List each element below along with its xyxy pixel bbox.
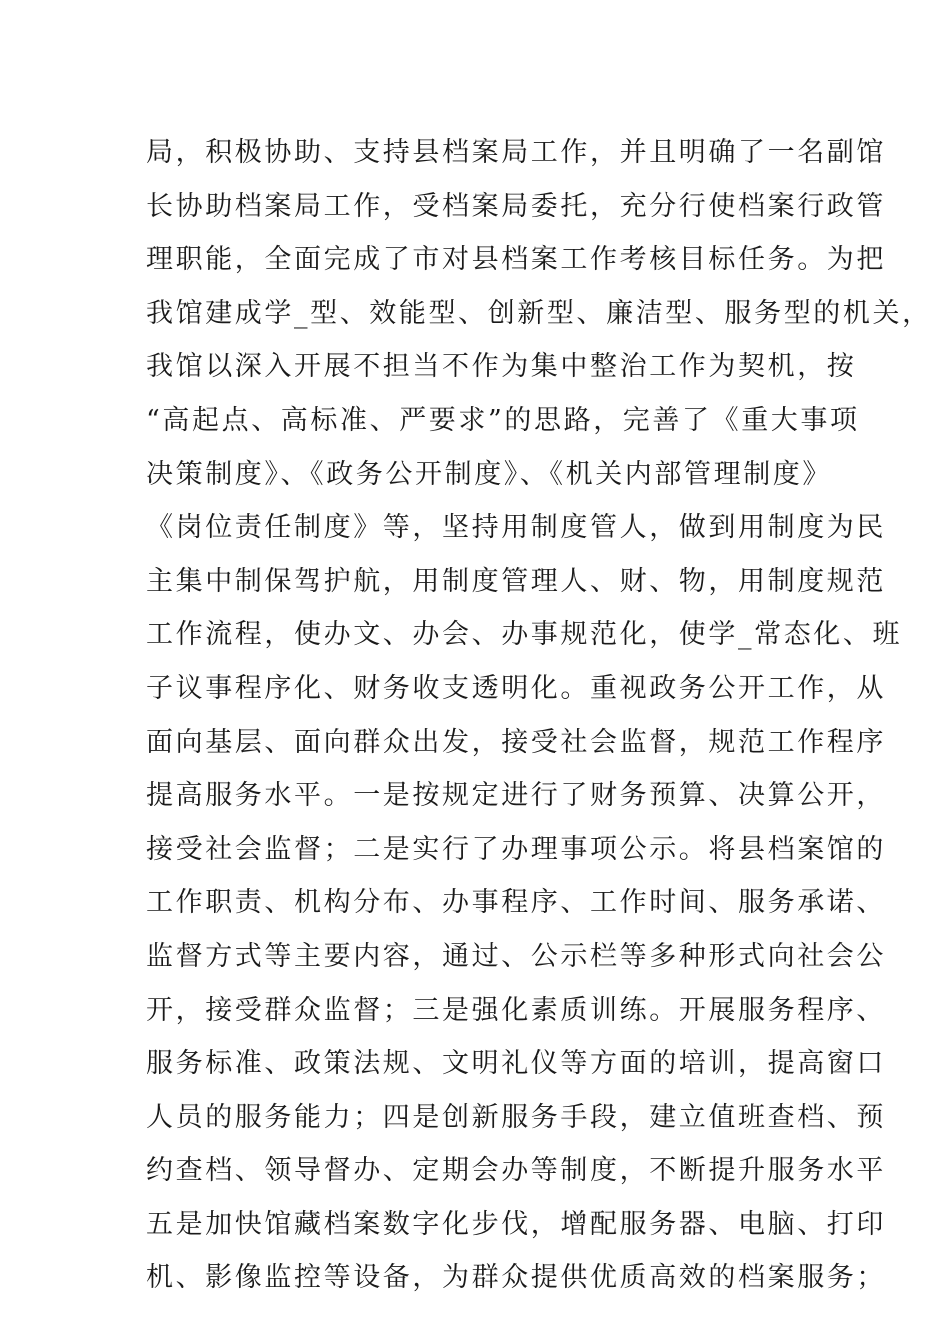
text-line: 局，积极协助、支持县档案局工作，并且明确了一名副馆 bbox=[146, 137, 886, 168]
text-line: 工作职责、机构分布、办事程序、工作时间、服务承诺、 bbox=[146, 887, 886, 919]
text-line: 主集中制保驾护航，用制度管理人、财、物，用制度规范 bbox=[146, 565, 886, 597]
text-line: 理职能，全面完成了市对县档案工作考核目标任务。为把 bbox=[146, 244, 886, 276]
text-line: 服务标准、政策法规、文明礼仪等方面的培训，提高窗口 bbox=[146, 1048, 886, 1080]
text-line: 工作流程，使办文、办会、办事规范化，使学_常态化、班 bbox=[146, 619, 903, 651]
text-line: 约查档、领导督办、定期会办等制度，不断提升服务水平 bbox=[146, 1155, 886, 1187]
text-line: 监督方式等主要内容，通过、公示栏等多种形式向社会公 bbox=[146, 940, 886, 972]
text-line: “高起点、高标准、严要求”的思路，完善了《重大事项 bbox=[146, 404, 860, 436]
text-line: 开，接受群众监督；三是强化素质训练。开展服务程序、 bbox=[146, 994, 886, 1026]
text-line: 长协助档案局工作，受档案局委托，充分行使档案行政管 bbox=[146, 190, 886, 222]
body-text bbox=[146, 126, 932, 1305]
text-line: 人员的服务能力；四是创新服务手段，建立值班查档、预 bbox=[146, 1101, 886, 1133]
text-line: 提高服务水平。一是按规定进行了财务预算、决算公开， bbox=[146, 780, 886, 812]
text-line: 我馆以深入开展不担当不作为集中整治工作为契机，按 bbox=[146, 351, 857, 383]
text-line: 我馆建成学_型、效能型、创新型、廉洁型、服务型的机关， bbox=[146, 297, 932, 329]
text-line: 决策制度》、《政务公开制度》、《机关内部管理制度》 bbox=[146, 458, 832, 490]
text-line: 《岗位责任制度》等，坚持用制度管人，做到用制度为民 bbox=[146, 512, 886, 544]
text-line: 面向基层、面向群众出发，接受社会监督，规范工作程序 bbox=[146, 726, 886, 758]
text-line: 子议事程序化、财务收支透明化。重视政务公开工作，从 bbox=[146, 672, 886, 704]
text-line: 机、影像监控等设备，为群众提供优质高效的档案服务； bbox=[146, 1262, 886, 1294]
text-line: 五是加快馆藏档案数字化步伐，增配服务器、电脑、打印 bbox=[146, 1208, 886, 1240]
text-line: 接受社会监督；二是实行了办理事项公示。将县档案馆的 bbox=[146, 833, 886, 865]
